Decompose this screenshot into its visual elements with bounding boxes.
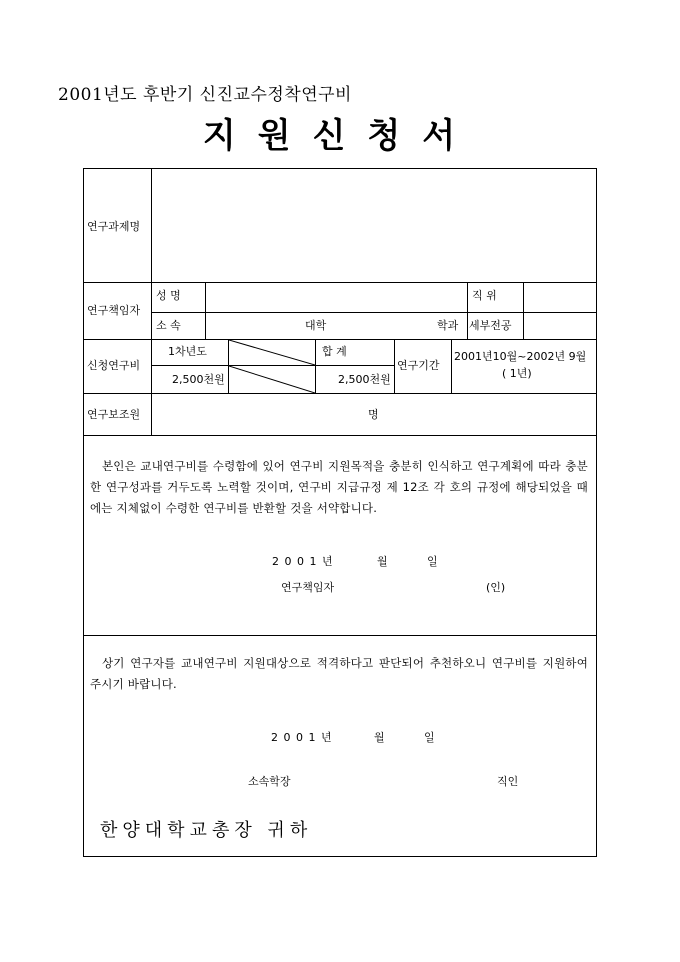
slash-cell-lower <box>229 366 315 393</box>
addressee: 한양대학교총장 귀하 <box>100 820 313 841</box>
college-suffix: 대학 <box>305 319 327 332</box>
recommendation-day: 일 <box>424 731 435 744</box>
form-subtitle: 2001년도 후반기 신진교수정착연구비 <box>58 85 352 105</box>
recommendation-seal: 직인 <box>497 775 519 788</box>
name-label: 성 명 <box>156 289 181 302</box>
recommendation-month: 월 <box>374 731 385 744</box>
pledge-year: 2 0 0 1 년 <box>272 555 334 568</box>
application-form <box>83 168 597 857</box>
year1-label: 1차년도 <box>168 345 207 358</box>
slash-cell-upper <box>229 340 315 365</box>
assistant-count-suffix: 명 <box>368 408 379 421</box>
dept-suffix: 학과 <box>437 319 459 332</box>
period-label: 연구기간 <box>397 359 440 372</box>
position-label: 직 위 <box>472 289 497 302</box>
pledge-day: 일 <box>427 555 438 568</box>
form-title: 지원신청서 <box>202 116 478 156</box>
year1-amount[interactable]: 2,500천원 <box>172 373 225 386</box>
total-label: 합 계 <box>322 345 347 358</box>
recommendation-text: 상기 연구자를 교내연구비 지원대상으로 적격하다고 판단되어 추천하오니 연구비를 지원하여 주시기 바랍니다. <box>90 656 588 691</box>
major-label: 세부전공 <box>469 319 512 332</box>
period-value[interactable]: 2001년10월~2002년 9월 <box>454 350 587 363</box>
researcher-label: 연구책임자 <box>87 304 141 317</box>
recommendation-signer: 소속학장 <box>248 775 291 788</box>
total-amount[interactable]: 2,500천원 <box>338 373 391 386</box>
period-years[interactable]: ( 1년) <box>502 367 532 380</box>
affiliation-label: 소 속 <box>156 319 181 332</box>
funding-label: 신청연구비 <box>87 359 141 372</box>
pledge-month: 월 <box>377 555 388 568</box>
pledge-text: 본인은 교내연구비를 수령함에 있어 연구비 지원목적을 충분히 인식하고 연구계획에 따라 충분한 연구성과를 거두도록 노력할 것이며, 연구비 지급규정 제 12조 각 호의 규정에 해당되었을 때에는 지체없이 수령한 연구비를 반환할 것을 서약합니다. <box>90 459 588 515</box>
pledge-seal: (인) <box>486 581 506 594</box>
pledge-signer: 연구책임자 <box>281 581 335 594</box>
recommendation-year: 2 0 0 1 년 <box>271 731 333 744</box>
assistant-label: 연구보조원 <box>87 408 141 421</box>
project-title-label: 연구과제명 <box>87 220 141 233</box>
